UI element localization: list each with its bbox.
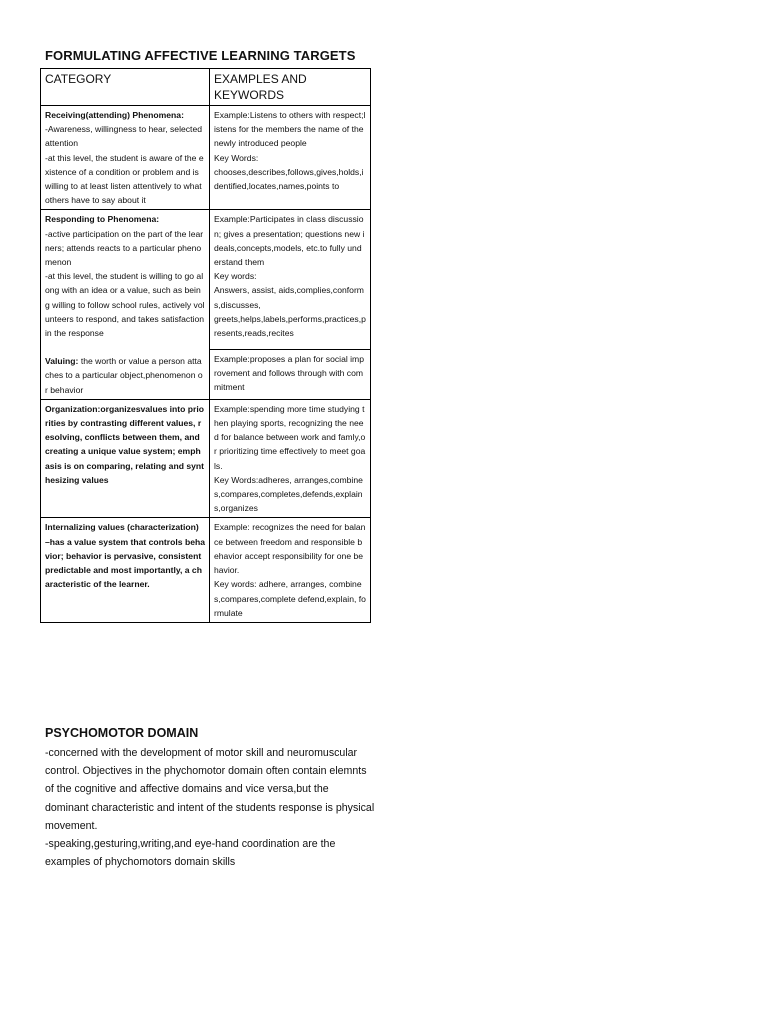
table-header-row [41,69,371,106]
valuing-description: the worth or value a person attaches to a particular object,phenomenon or behavior [45,356,203,395]
receiving-name: Receiving(attending) Phenomena: [45,110,184,120]
receiving-examples-cell: Example:Listens to others with respect;listens for the members the name of the newly introduced people Key Words: chooses,describes,follows,gives,holds,identified,locates,names,points to [210,106,371,210]
affective-targets-table [40,68,371,623]
table-row-organization [41,399,371,518]
receiving-category-cell [41,106,210,210]
receiving-description: -Awareness, willingness to hear, selected attention -at this level, the student is aware of the existence of a condition or problem and is willing to at least listen attentively to what others have to say about it [45,124,204,206]
responding-description: -active participation on the part of the learners; attends reacts to a particular phenomenon -at this level, the student is willing to go along with an idea or a value, such as being willing to follow school rules, actively volunteers to respond, and takes satisfaction in the response [45,228,205,339]
header-examples-keywords: EXAMPLES AND KEYWORDS [210,69,371,106]
table-row-receiving [41,106,371,210]
valuing-name: Valuing: [45,356,79,367]
psychomotor-heading: PSYCHOMOTOR DOMAIN [45,726,199,740]
header-category: CATEGORY [41,69,210,106]
responding-name: Responding to Phenomena: [45,214,160,225]
table-row-responding [41,210,371,349]
psychomotor-body: -concerned with the development of motor skill and neuromuscular control. Objectives in the phychomotor domain often contain elemnts of the cognitive and affective domains and vice versa,but the dominant characteristic and intent of the students response is physical movement. -speaking,gesturing,writing,and eye-hand coordination are the examples of phychomotors domain skills [45,747,375,869]
responding-examples-cell: Example:Participates in class discussion; gives a presentation; questions new ideals,concepts,models, etc.to fully understand them Key words: Answers, assist, aids,complies,conforms,discusses, greets,helps,labels,performs,practices,presents,reads,recites [210,210,371,349]
organization-category-cell: Organization:organizesvalues into priorities by contrasting different values, resolving, conflicts between them, and creating a unique value system; emphasis is on comparing, relating and synthesizing values [41,399,210,518]
valuing-examples-cell: Example:proposes a plan for social improvement and follows through with commitment [210,349,371,399]
table-row-internalizing [41,518,371,622]
page-title: FORMULATING AFFECTIVE LEARNING TARGETS [45,48,356,63]
responding-valuing-category-cell [41,210,210,399]
organization-examples-cell: Example:spending more time studying then playing sports, recognizing the need for balance between work and famly,or prioritizing time effectively to meet goals. Key Words:adheres, arranges,combines,compares,completes,defends,explains,organizes [210,399,371,518]
internalizing-examples-cell: Example: recognizes the need for balance between freedom and responsible behavior accept responsibility for one behavior. Key words: adhere, arranges, combines,compares,complete defend,explain, formulate [210,518,371,622]
internalizing-category-cell: Internalizing values (characterization) –has a value system that controls behavior; behavior is pervasive, consistent predictable and most importantly, a characteristic of the learner. [41,518,210,622]
